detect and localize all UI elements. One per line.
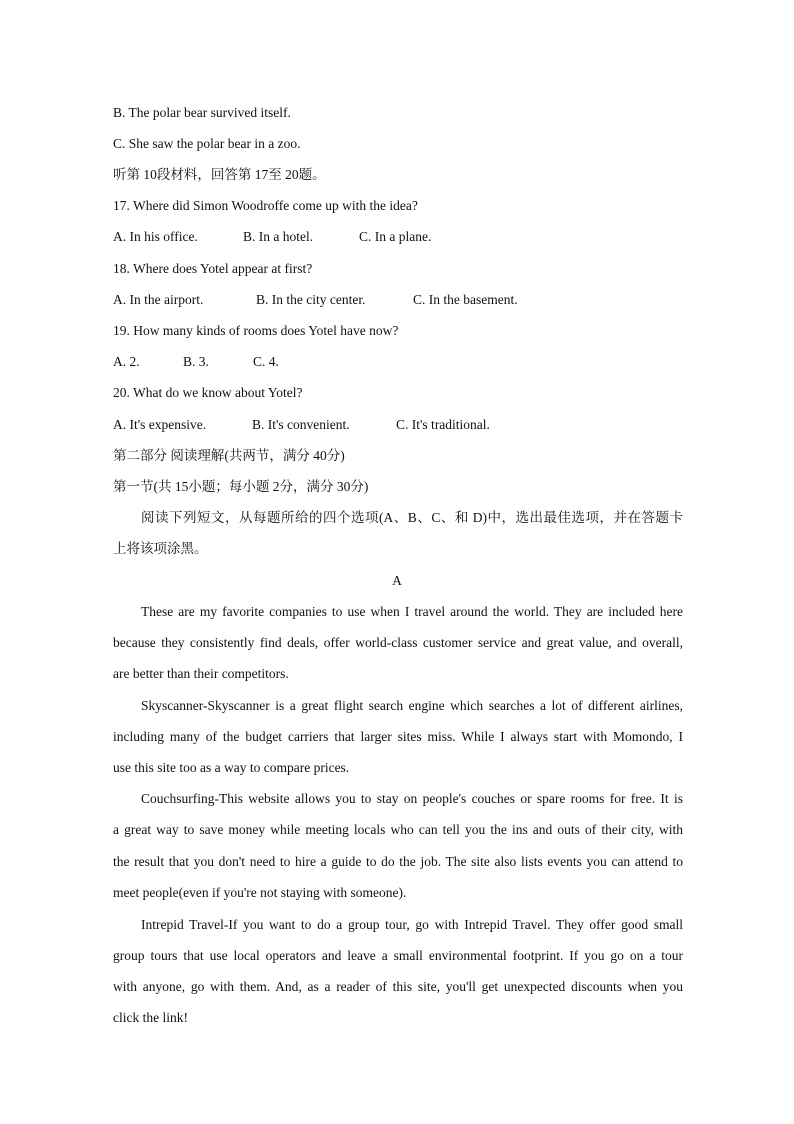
paragraph-3-line-1: Couchsurfing-This website allows you to stay on people's couches or spare rooms for free. It is xyxy=(141,791,683,806)
paragraph-4-line-4: click the link! xyxy=(113,1010,188,1025)
reading-section-title: 第一节(共 15小题；每小题 2分，满分 30分) xyxy=(113,479,369,494)
q20-option-b: B. It's convenient. xyxy=(252,417,350,432)
q19-option-b: B. 3. xyxy=(183,354,209,369)
paragraph-4-line-1: Intrepid Travel-If you want to do a group tour, go with Intrepid Travel. They offer good small xyxy=(141,917,683,932)
q18-option-b: B. In the city center. xyxy=(256,292,366,307)
q16-option-b: B. The polar bear survived itself. xyxy=(113,105,291,120)
paragraph-1-line-3: are better than their competitors. xyxy=(113,666,289,681)
paragraph-2-line-1: Skyscanner-Skyscanner is a great flight search engine which searches a lot of different airlines, xyxy=(141,698,683,713)
q18-option-a: A. In the airport. xyxy=(113,292,204,307)
q20-option-c: C. It's traditional. xyxy=(396,417,490,432)
paragraph-3-line-4: meet people(even if you're not staying with someone). xyxy=(113,885,407,900)
q17-stem: 17. Where did Simon Woodroffe come up with the idea? xyxy=(113,198,418,213)
paragraph-2-line-2: including many of the budget carriers that larger sites miss. While I always start with Momondo, I xyxy=(113,729,683,744)
q20-option-a: A. It's expensive. xyxy=(113,417,207,432)
q20-stem: 20. What do we know about Yotel? xyxy=(113,385,303,400)
paragraph-4-line-2: group tours that use local operators and leave a small environmental footprint. If you go on a tour xyxy=(113,948,683,963)
q17-option-a: A. In his office. xyxy=(113,229,198,244)
q17-option-b: B. In a hotel. xyxy=(243,229,314,244)
q19-option-c: C. 4. xyxy=(253,354,279,369)
q18-option-c: C. In the basement. xyxy=(413,292,518,307)
paragraph-1-line-2: because they consistently find deals, offer world-class customer service and great value, and overall, xyxy=(113,635,683,650)
q16-option-c: C. She saw the polar bear in a zoo. xyxy=(113,136,301,151)
q18-stem: 18. Where does Yotel appear at first? xyxy=(113,261,313,276)
q17-option-c: C. In a plane. xyxy=(359,229,432,244)
reading-instruction-line-2: 上将该项涂黑。 xyxy=(113,541,208,556)
reading-instruction-line-1: 阅读下列短文，从每题所给的四个选项(A、B、C、和 D)中，选出最佳选项，并在答题卡 xyxy=(141,510,683,525)
paragraph-3-line-2: a great way to save money while meeting locals who can tell you the ins and outs of their city, with xyxy=(113,822,683,837)
section-10-instruction: 听第 10段材料，回答第 17至 20题。 xyxy=(113,167,326,182)
q19-option-a: A. 2. xyxy=(113,354,140,369)
q19-stem: 19. How many kinds of rooms does Yotel have now? xyxy=(113,323,399,338)
paragraph-4-line-3: with anyone, go with them. And, as a reader of this site, you'll get unexpected discounts when you xyxy=(113,979,683,994)
passage-a-label: A xyxy=(392,573,402,588)
paragraph-3-line-3: the result that you don't need to hire a guide to do the job. The site also lists events you can attend to xyxy=(113,854,683,869)
paragraph-1-line-1: These are my favorite companies to use when I travel around the world. They are included here xyxy=(141,604,683,619)
reading-part-title: 第二部分 阅读理解(共两节，满分 40分) xyxy=(113,448,345,463)
paragraph-2-line-3: use this site too as a way to compare prices. xyxy=(113,760,350,775)
